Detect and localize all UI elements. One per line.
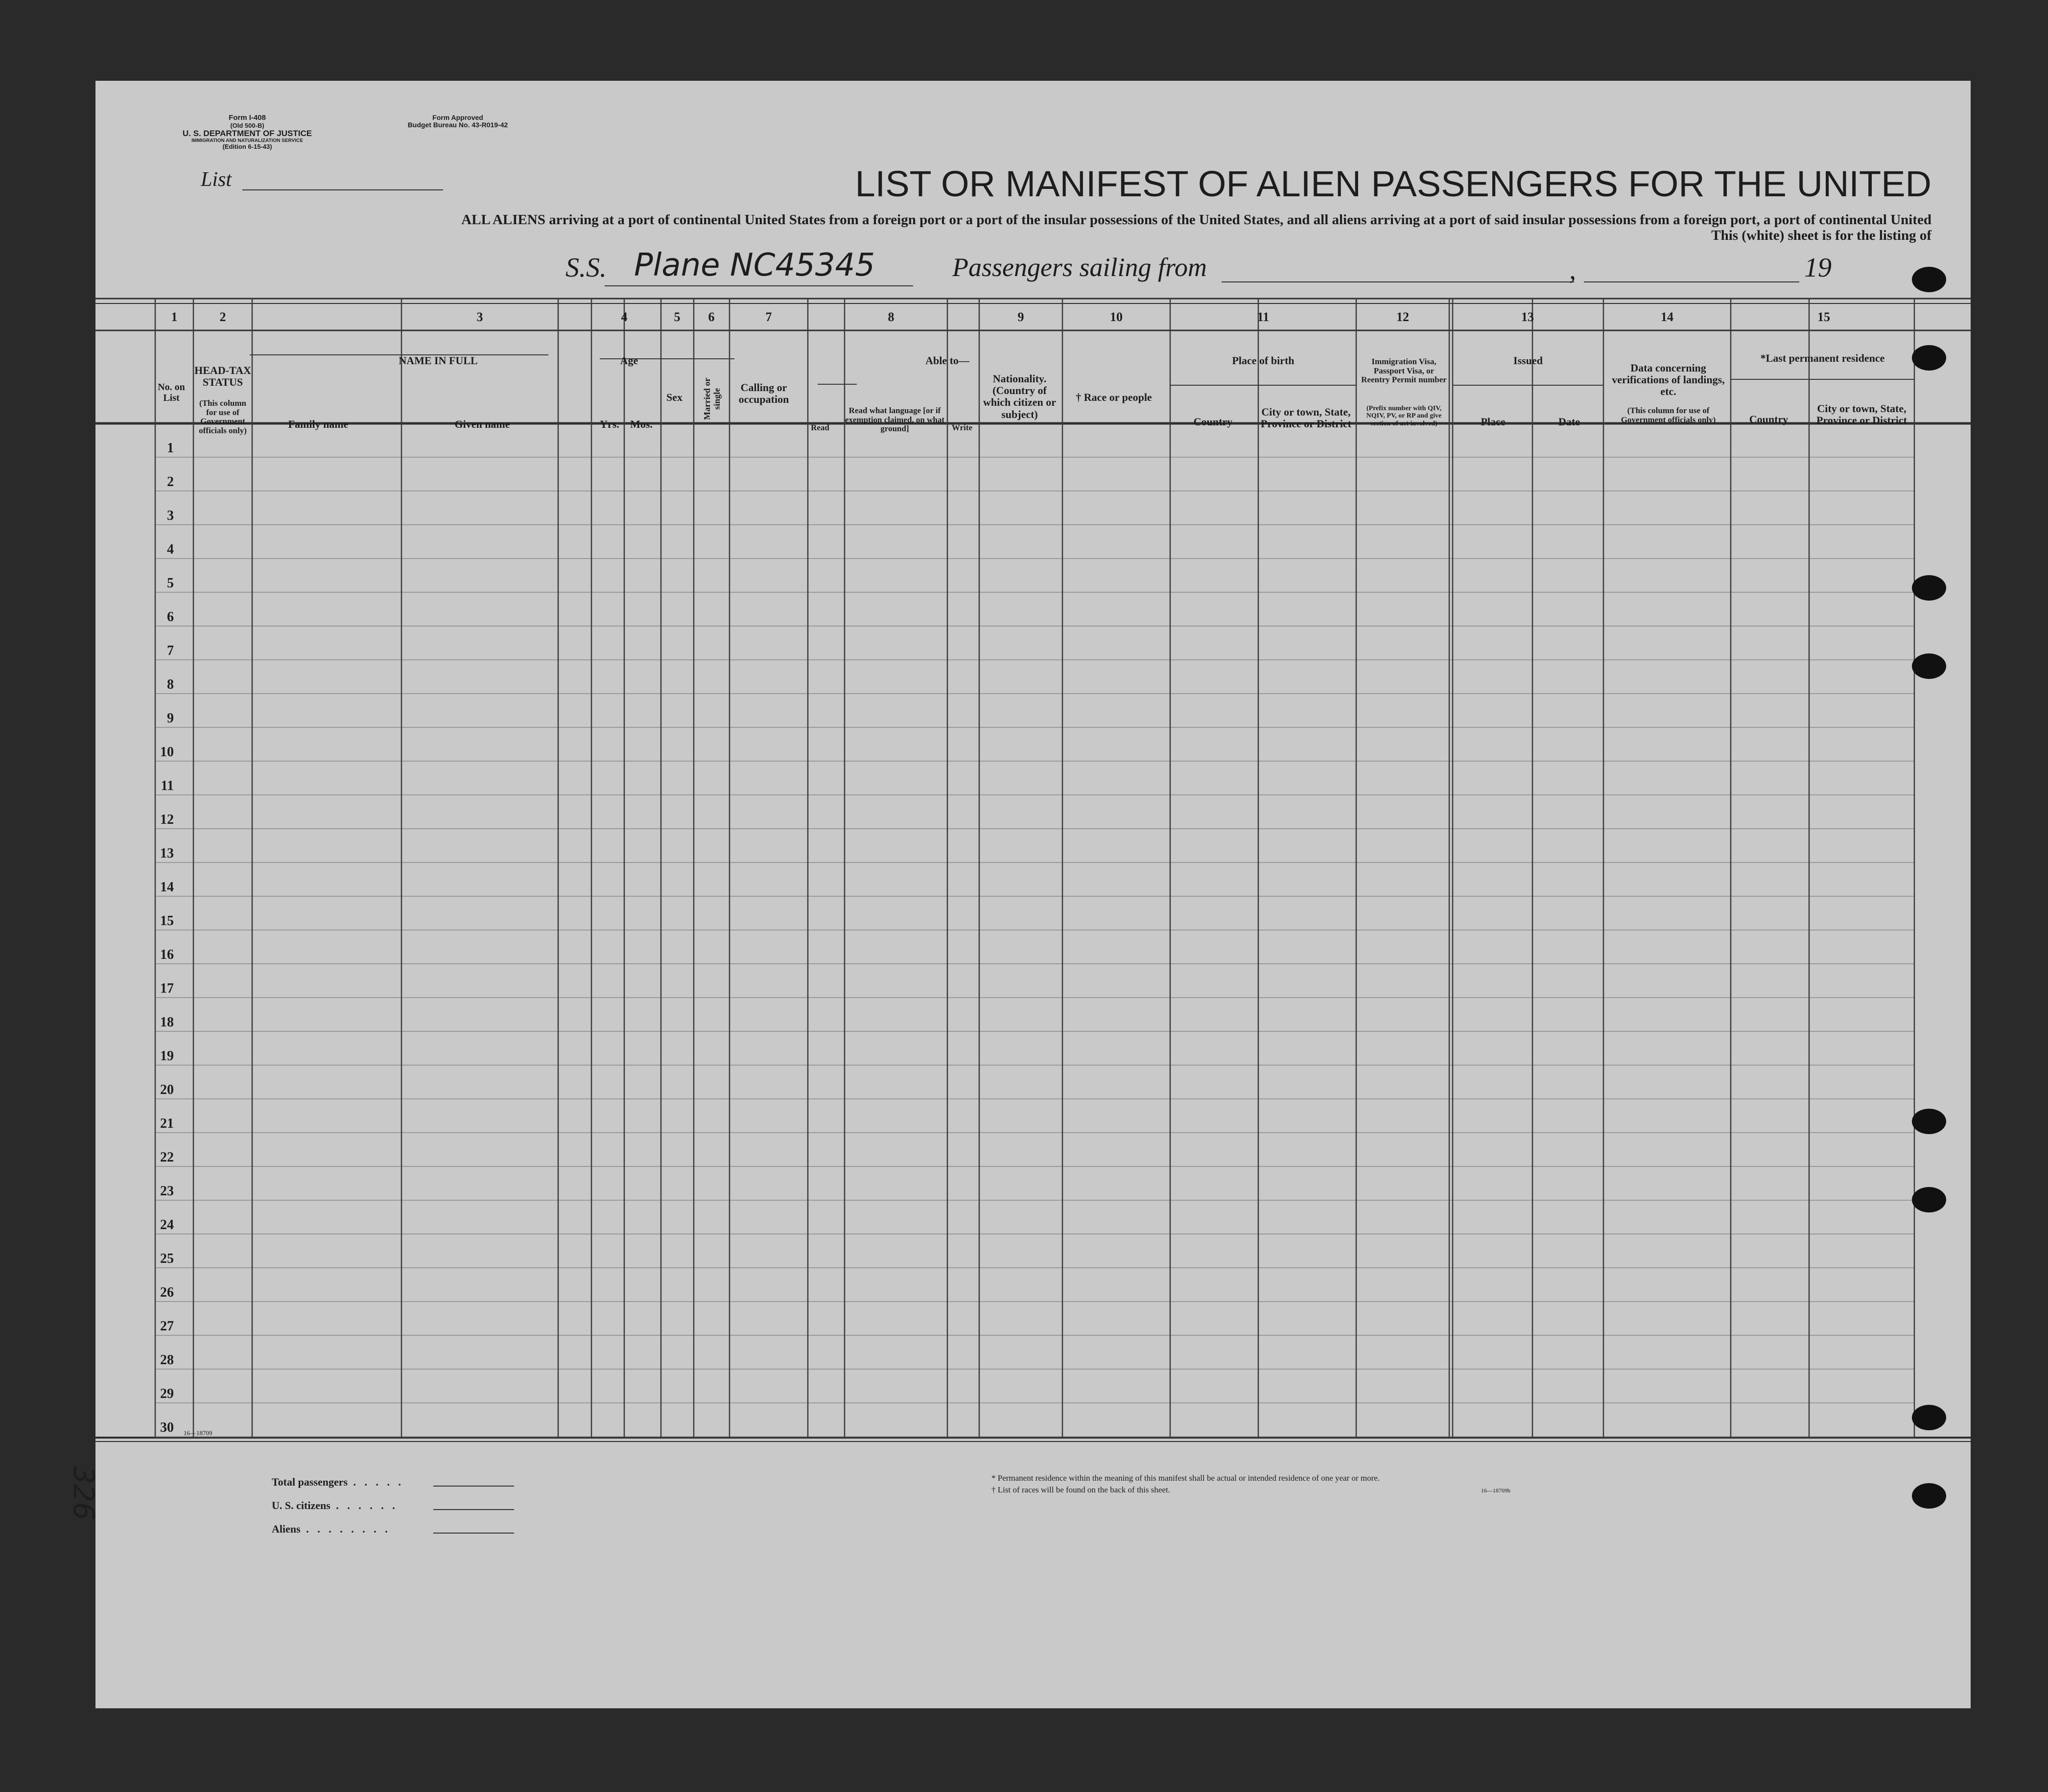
header-data-concerning: Data concerning verifications of landings, etc. bbox=[1612, 362, 1725, 398]
us-citizens-text: U. S. citizens bbox=[272, 1499, 330, 1512]
header-no-on-list: No. on List bbox=[158, 382, 185, 403]
table-grid bbox=[95, 81, 1971, 1708]
header-data-note: (This column for use of Government officials only) bbox=[1621, 406, 1716, 424]
header-family-name: Family name bbox=[288, 418, 349, 430]
column-number: 3 bbox=[476, 310, 483, 324]
row-number: 28 bbox=[160, 1352, 174, 1368]
header-age: Age bbox=[620, 354, 638, 367]
row-number: 23 bbox=[160, 1184, 174, 1199]
row-number: 27 bbox=[160, 1319, 174, 1334]
punch-hole bbox=[1912, 1187, 1946, 1212]
column-number: 7 bbox=[765, 310, 772, 324]
old-form: (Old 500-B) bbox=[230, 121, 264, 129]
row-number: 18 bbox=[160, 1015, 174, 1030]
service: IMMIGRATION AND NATURALIZATION SERVICE bbox=[191, 138, 303, 144]
header-visa: Immigration Visa, Passport Visa, or Reentry Permit number bbox=[1361, 357, 1447, 385]
column-number: 10 bbox=[1110, 310, 1123, 324]
comma: , bbox=[1569, 255, 1576, 285]
row-number: 20 bbox=[160, 1082, 174, 1097]
header-issued-date: Date bbox=[1558, 416, 1580, 428]
column-number: 14 bbox=[1661, 310, 1673, 324]
header-mos: Mos. bbox=[630, 418, 653, 430]
header-yrs: Yrs. bbox=[600, 418, 619, 430]
subtitle-line-2: This (white) sheet is for the listing of bbox=[1711, 228, 1931, 243]
header-name-in-full: NAME IN FULL bbox=[399, 354, 478, 367]
header-given-name: Given name bbox=[454, 418, 510, 430]
header-place-of-birth: Place of birth bbox=[1232, 354, 1295, 367]
punch-hole bbox=[1912, 267, 1946, 292]
punch-hole bbox=[1912, 345, 1946, 371]
department: U. S. DEPARTMENT OF JUSTICE bbox=[182, 128, 312, 138]
header-sex: Sex bbox=[666, 391, 683, 403]
us-citizens-line bbox=[433, 1509, 514, 1510]
print-code-2: 16—18709b bbox=[1481, 1487, 1510, 1494]
header-head-tax: HEAD-TAX STATUS bbox=[194, 364, 251, 389]
row-number: 15 bbox=[160, 913, 174, 929]
row-number: 3 bbox=[167, 508, 174, 523]
header-read: Read bbox=[811, 423, 829, 432]
budget-bureau: Budget Bureau No. 43-R019-42 bbox=[407, 121, 508, 129]
header-write: Write bbox=[951, 423, 973, 432]
row-number: 1 bbox=[167, 441, 174, 456]
form-number: Form I-408 bbox=[229, 114, 266, 122]
header-married: Married or single bbox=[702, 377, 722, 420]
row-number: 5 bbox=[167, 576, 174, 591]
aliens-label: Aliens . . . . . . . . bbox=[272, 1523, 391, 1535]
aliens-text: Aliens bbox=[272, 1523, 301, 1535]
row-number: 10 bbox=[160, 745, 174, 760]
list-label: List bbox=[201, 168, 232, 191]
row-number: 6 bbox=[167, 609, 174, 625]
row-number: 9 bbox=[167, 711, 174, 726]
total-passengers-label: Total passengers . . . . . bbox=[272, 1476, 404, 1488]
column-number: 11 bbox=[1257, 310, 1270, 324]
footnote-races: † List of races will be found on the back of this sheet. bbox=[991, 1485, 1170, 1494]
column-number: 8 bbox=[888, 310, 895, 324]
total-passengers-line bbox=[433, 1486, 514, 1487]
column-number: 4 bbox=[621, 310, 628, 324]
column-number: 2 bbox=[219, 310, 226, 324]
ss-handwritten-name: Plane NC45345 bbox=[634, 247, 875, 283]
print-code: 16—18709 bbox=[184, 1429, 212, 1437]
header-read-language: Read what language [or if exemption claimed, on what ground] bbox=[845, 406, 945, 434]
row-number: 13 bbox=[160, 846, 174, 861]
row-number: 14 bbox=[160, 880, 174, 895]
margin-note: 326 bbox=[67, 1466, 100, 1520]
column-number: 13 bbox=[1521, 310, 1534, 324]
punch-hole bbox=[1912, 653, 1946, 679]
row-number: 16 bbox=[160, 947, 174, 962]
header-calling: Calling or occupation bbox=[738, 381, 789, 406]
row-number: 2 bbox=[167, 474, 174, 489]
punch-hole bbox=[1912, 1109, 1946, 1134]
year-prefix: 19 bbox=[1804, 253, 1832, 283]
row-number: 12 bbox=[160, 812, 174, 827]
column-number: 12 bbox=[1396, 310, 1409, 324]
punch-hole bbox=[1912, 1483, 1946, 1509]
header-head-tax-note: (This column for use of Government officials only) bbox=[199, 398, 247, 436]
column-number: 5 bbox=[674, 310, 681, 324]
column-number: 6 bbox=[708, 310, 715, 324]
row-number: 19 bbox=[160, 1048, 174, 1064]
row-number: 26 bbox=[160, 1285, 174, 1300]
row-number: 4 bbox=[167, 542, 174, 557]
column-number: 15 bbox=[1817, 310, 1830, 324]
header-able-to: Able to— bbox=[925, 354, 969, 367]
header-nationality: Nationality. (Country of which citizen or subject) bbox=[983, 372, 1057, 420]
us-citizens-label: U. S. citizens . . . . . . bbox=[272, 1499, 398, 1512]
column-number: 1 bbox=[171, 310, 178, 324]
row-number: 17 bbox=[160, 981, 174, 996]
row-number: 7 bbox=[167, 643, 174, 658]
total-passengers-text: Total passengers bbox=[272, 1476, 348, 1488]
aliens-line bbox=[433, 1533, 514, 1534]
row-number: 30 bbox=[160, 1420, 174, 1435]
footnote-residence: * Permanent residence within the meaning of this manifest shall be actual or intended residence of one year or more. bbox=[991, 1473, 1380, 1483]
punch-hole bbox=[1912, 575, 1946, 601]
header-race: † Race or people bbox=[1076, 391, 1152, 403]
row-number: 25 bbox=[160, 1251, 174, 1266]
row-number: 24 bbox=[160, 1217, 174, 1233]
row-number: 21 bbox=[160, 1116, 174, 1131]
header-issued: Issued bbox=[1513, 354, 1543, 367]
header-last-residence: *Last permanent residence bbox=[1760, 352, 1885, 364]
header-pob-country: Country bbox=[1193, 416, 1233, 428]
row-number: 11 bbox=[161, 778, 174, 793]
header-issued-place: Place bbox=[1481, 416, 1506, 428]
manifest-sheet bbox=[67, 81, 1971, 1708]
page-title: LIST OR MANIFEST OF ALIEN PASSENGERS FOR THE UNITED bbox=[855, 163, 1931, 204]
subtitle-line-1: ALL ALIENS arriving at a port of continental United States from a foreign port or a port of the insular possessions of the United States, and all aliens arriving at a port of said insular possessions from a foreign port, a port of continental United bbox=[461, 212, 1931, 228]
header-pob-city: City or town, State, Province or District bbox=[1261, 406, 1351, 430]
sailing-label: Passengers sailing from bbox=[952, 253, 1207, 282]
header-lr-country: Country bbox=[1749, 413, 1789, 425]
header-lr-city: City or town, State, Province or District bbox=[1816, 402, 1907, 427]
row-number: 8 bbox=[167, 677, 174, 692]
edition: (Edition 6-15-43) bbox=[222, 143, 272, 151]
header-visa-note: (Prefix number with QIV, NQIV, PV, or RP and give section of act involved) bbox=[1366, 405, 1442, 427]
row-number: 22 bbox=[160, 1150, 174, 1165]
punch-hole bbox=[1912, 1405, 1946, 1430]
ss-label: S.S. bbox=[565, 253, 607, 283]
form-approved: Form Approved bbox=[432, 114, 483, 121]
column-number: 9 bbox=[1017, 310, 1024, 324]
row-number: 29 bbox=[160, 1386, 174, 1401]
